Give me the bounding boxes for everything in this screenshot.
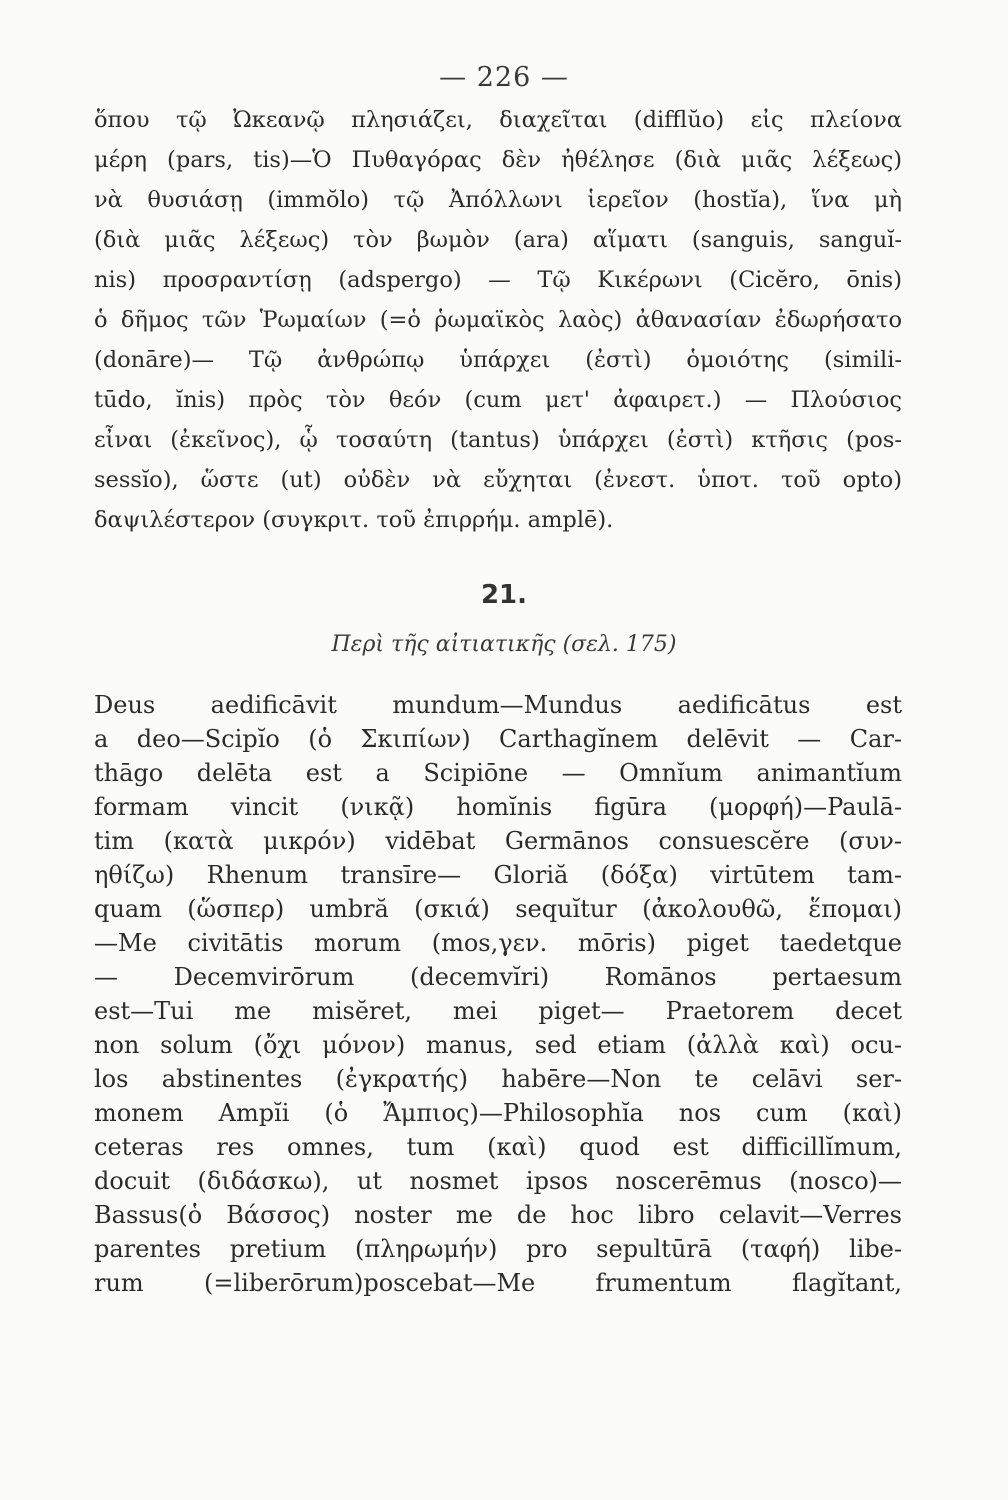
text-line: non solum (ὄχι μόνον) manus, sed etiam (ἀλλὰ καὶ) ocu- [94, 1031, 902, 1059]
text-line: δαψιλέστερον (συγκριτ. τοῦ ἐπιρρήμ. amplē). [94, 507, 614, 533]
text-line: μέρη (pars, tis)—Ὁ Πυθαγόρας δὲν ἠθέλησε (διὰ μιᾶς λέξεως) [94, 147, 902, 173]
text-line: — Decemvirōrum (decemvĭri) Romānos pertaesum [94, 963, 902, 991]
section-title: Περὶ τῆς αἰτιατικῆς (σελ. 175) [331, 632, 677, 657]
text-line: ceteras res omnes, tum (καὶ) quod est difficillĭmum, [94, 1133, 902, 1161]
top-paragraph [94, 100, 902, 540]
text-line: ηθίζω) Rhenum transīre— Gloriă (δόξα) virtūtem tam- [94, 861, 902, 889]
text-line: νὰ θυσιάσῃ (immŏlo) τῷ Ἀπόλλωνι ἱερεῖον (hostĭa), ἵνα μὴ [94, 187, 902, 213]
text-line: ὁ δῆμος τῶν Ῥωμαίων (=ὁ ῥωμαϊκὸς λαὸς) ἀθανασίαν ἐδωρήσατο [94, 307, 902, 333]
text-line: tim (κατὰ μικρόν) vidēbat Germānos consuescĕre (συν- [94, 827, 902, 855]
text-line: tūdo, ĭnis) πρὸς τὸν θεόν (cum μετ' ἀφαιρετ.) — Πλούσιος [94, 387, 902, 413]
text-line: est—Tui me misĕret, mei piget— Praetorem decet [94, 997, 902, 1025]
section-number: 21. [480, 580, 528, 610]
text-line: —Me civitātis morum (mos,γεν. mōris) piget taedetque [94, 929, 902, 957]
text-line: thāgo delēta est a Scipiōne — Omnĭum animantĭum [94, 759, 902, 787]
text-line: rum (=liberōrum)poscebat—Me frumentum flagĭtant, [94, 1269, 902, 1297]
text-line: nis) προσραντίσῃ (adspergo) — Τῷ Κικέρωνι (Cicĕro, ōnis) [94, 267, 902, 293]
text-line: (donāre)— Τῷ ἀνθρώπῳ ὑπάρχει (ἐστὶ) ὁμοιότης (simili- [94, 347, 902, 373]
text-line: Deus aedificāvit mundum—Mundus aedificātus est [94, 691, 902, 719]
text-line: formam vincit (νικᾷ) homĭnis figūra (μορφή)—Paulā- [94, 793, 902, 821]
text-line: docuit (διδάσκω), ut nosmet ipsos noscerēmus (nosco)— [94, 1167, 902, 1195]
text-line: εἶναι (ἐκεῖνος), ᾧ τοσαύτη (tantus) ὑπάρχει (ἐστὶ) κτῆσις (pos- [94, 427, 902, 453]
page-number: — 226 — [439, 62, 569, 93]
text-line: sessĭo), ὥστε (ut) οὐδὲν νὰ εὔχηται (ἐνεστ. ὑποτ. τοῦ opto) [94, 467, 902, 493]
main-paragraph [94, 688, 902, 1300]
text-line: monem Ampĭi (ὁ Ἄμπιος)—Philosophĭa nos cum (καὶ) [94, 1099, 902, 1127]
text-line: quam (ὥσπερ) umbră (σκιά) sequĭtur (ἀκολουθῶ, ἕπομαι) [94, 895, 902, 923]
text-line: a deo—Scipĭo (ὁ Σκιπίων) Carthagĭnem delēvit — Car- [94, 725, 902, 753]
text-line: los abstinentes (ἐγκρατής) habēre—Non te celāvi ser- [94, 1065, 902, 1093]
text-line: ὅπου τῷ Ὠκεανῷ πλησιάζει, διαχεῖται (difflŭo) εἰς πλείονα [94, 107, 902, 133]
text-line: (διὰ μιᾶς λέξεως) τὸν βωμὸν (ara) αἵματι (sanguis, sanguĭ- [94, 227, 902, 253]
text-line: Bassus(ὁ Βάσσος) noster me de hoc libro celavit—Verres [94, 1201, 902, 1229]
text-line: parentes pretium (πληρωμήν) pro sepultūrā (ταφή) libe- [94, 1235, 902, 1263]
